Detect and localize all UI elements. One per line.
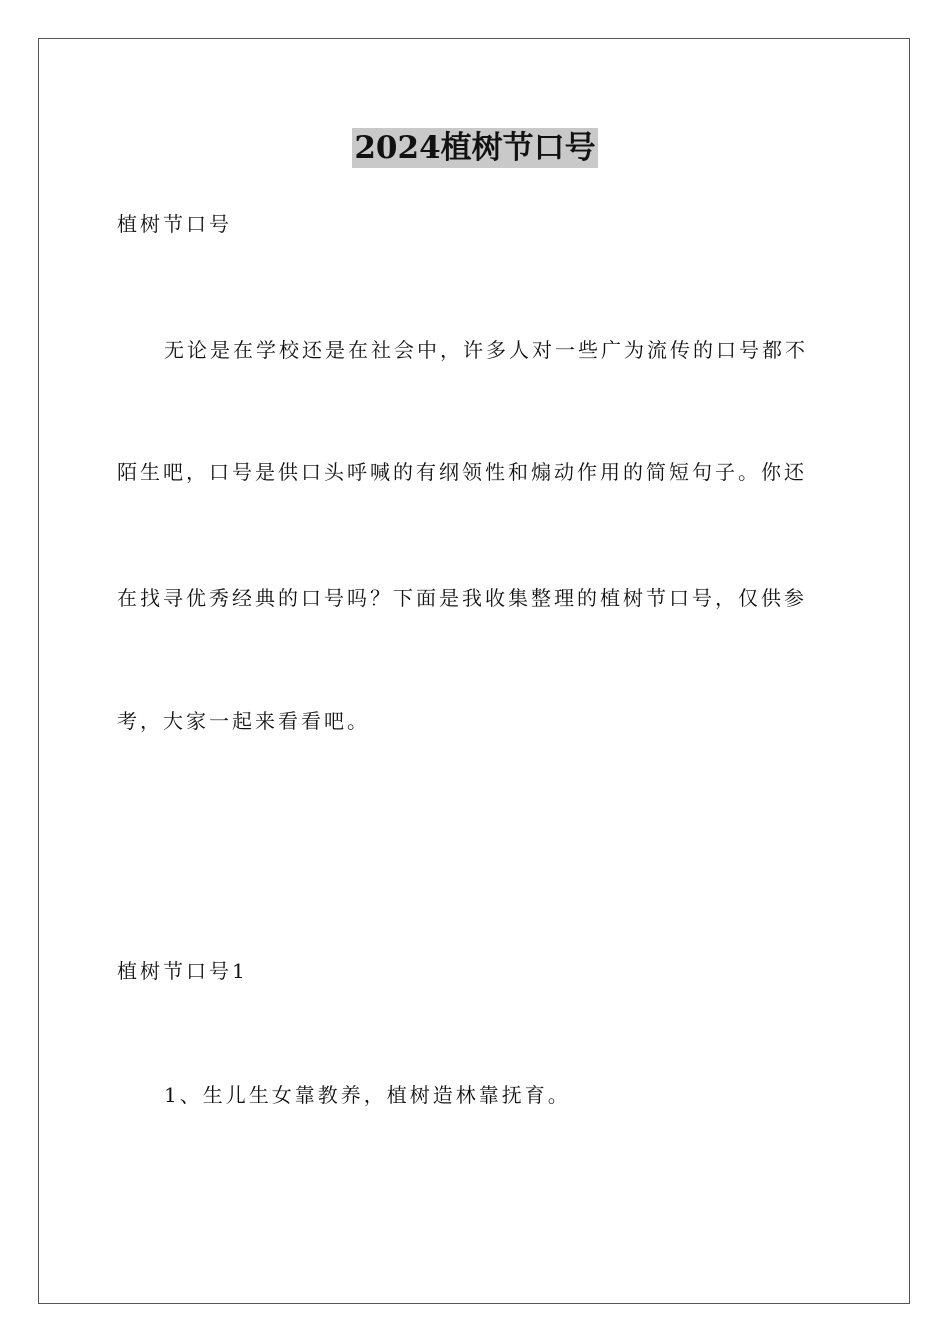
intro-line-2: 陌生吧，口号是供口头呼喊的有纲领性和煽动作用的简短句子。你还 [117,460,807,484]
intro-line-4: 考，大家一起来看看吧。 [117,709,370,733]
title-container [0,128,950,168]
subtitle: 植树节口号 [117,212,232,236]
list-item: 1、生儿生女靠教养，植树造林靠抚育。 [164,1083,571,1107]
intro-line-3: 在找寻优秀经典的口号吗？下面是我收集整理的植树节口号，仅供参 [117,586,807,610]
section-heading: 植树节口号1 [117,959,248,983]
intro-line-1: 无论是在学校还是在社会中，许多人对一些广为流传的口号都不 [164,338,808,362]
document-title: 2024植树节口号 [354,130,596,166]
